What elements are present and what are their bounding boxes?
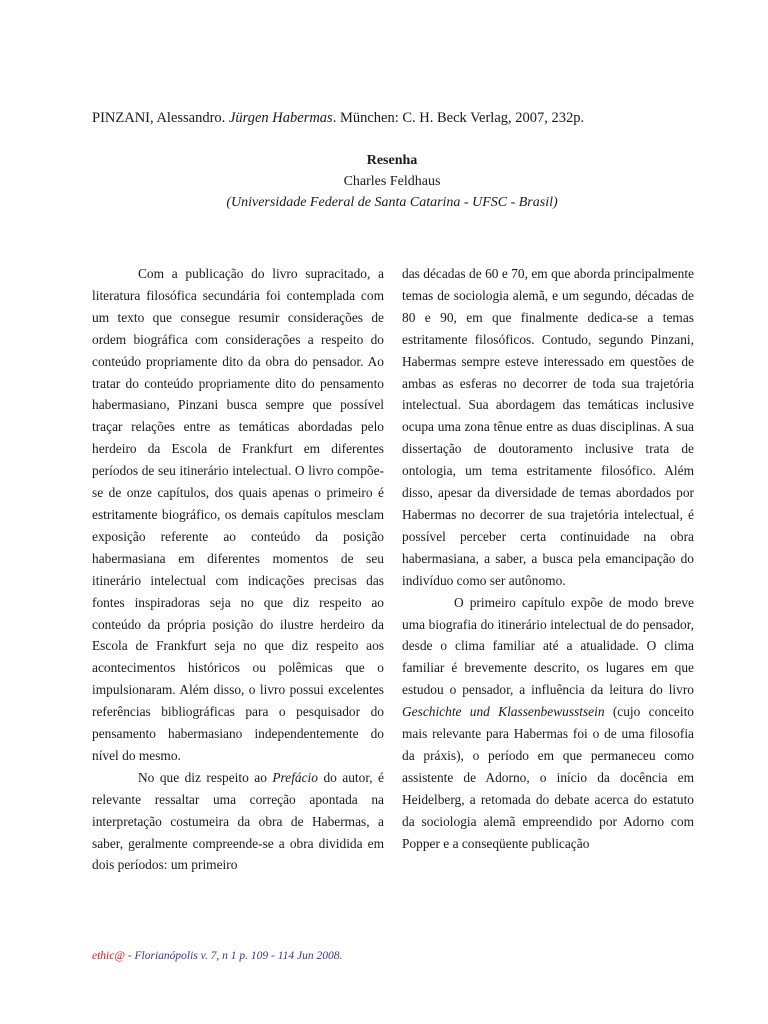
paragraph-text: (cujo conceito mais relevante para Habermas foi o de uma filosofia da práxis), o período em que permaneceu como assistente de Adorno, o início da docência em Heidelberg, a retomada do debate acerca do estatuto da sociologia alemã empreendido por Adorno com Popper e a conseqüente publicação bbox=[402, 704, 694, 851]
paragraph-text: do autor, é relevante ressaltar uma correção apontada na interpretação costumeira da obra de Habermas, a saber, geralmente compreende-se a obra dividida em dois períodos: um primeiro bbox=[92, 769, 385, 873]
paragraph bbox=[92, 767, 384, 877]
paragraph-italic-book-title: Geschichte und Klassenbewusstsein bbox=[402, 704, 605, 720]
paragraph-text: O primeiro capítulo expõe de modo breve uma biografia do itinerário intelectual de do pensador, desde o clima familiar até a atualidade. O clima familiar é brevemente descrito, os lugares em que estudou o pensador, a influência da leitura do livro bbox=[402, 594, 694, 698]
right-text-column bbox=[402, 263, 694, 854]
paragraph: Com a publicação do livro supracitado, a literatura filosófica secundária foi contemplada com um texto que consegue resumir considerações de ordem biográfica com considerações a respeito do conteúdo propriamente dito da obra do pensador. Ao tratar do conteúdo propriamente dito do pensamento habermasiano, Pinzani busca sempre que possível traçar relações entre as temáticas abordadas pelo herdeiro da Escola de Frankfurt em diferentes períodos de seu itinerário intelectual. O livro compõe-se de onze capítulos, dos quais apenas o primeiro é estritamente biográfico, os demais capítulos mesclam exposição referente ao conteúdo da posição habermasiana em diferentes momentos de seu itinerário intelectual com indicações precisas das fontes inspiradoras seja no que diz respeito ao conteúdo da própria posição do ilustre herdeiro da Escola de Frankfurt seja no que diz respeito aos acontecimentos históricos ou polêmicas que o impulsionaram. Além disso, o livro possui excelentes referências bibliográficas para o pesquisador do pensamento habermasiano independentemente do nível do mesmo. bbox=[92, 266, 384, 763]
paragraph: das décadas de 60 e 70, em que aborda principalmente temas de sociologia alemã, e um segundo, décadas de 80 e 90, em que finalmente dedica-se a temas estritamente filosóficos. Contudo, segundo Pinzani, Habermas sempre esteve interessado em questões de ambas as esferas no decorrer de toda sua trajetória intelectual. Sua abordagem das temáticas inclusive ocupa uma zona tênue entre as duas disciplinas. A sua dissertação de doutoramento inclusive trata de ontologia, um tema estritamente filosófico. Além disso, apesar da diversidade de temas abordados por Habermas no decorrer de sua trajetória intelectual, é possível perceber certa continuidade na obra habermasiana, a saber, a busca pela emancipação do indivíduo como ser autônomo. bbox=[402, 266, 694, 588]
citation-author: PINZANI, Alessandro. bbox=[92, 110, 229, 126]
paragraph bbox=[402, 592, 694, 855]
paragraph-italic-term: Prefácio bbox=[272, 769, 318, 785]
review-affiliation: (Universidade Federal de Santa Catarina - UFSC - Brasil) bbox=[226, 195, 558, 210]
review-label: Resenha bbox=[366, 153, 418, 168]
citation-publication-info: . München: C. H. Beck Verlag, 2007, 232p. bbox=[332, 110, 585, 126]
left-text-column bbox=[92, 263, 384, 876]
page-footer bbox=[92, 950, 342, 962]
review-author: Charles Feldhaus bbox=[343, 174, 441, 189]
journal-name: ethic@ bbox=[92, 950, 125, 962]
paragraph-text: No que diz respeito ao bbox=[138, 769, 273, 785]
journal-issue-info: - Florianópolis v. 7, n 1 p. 109 - 114 Jun 2008. bbox=[124, 950, 343, 962]
bibliographic-citation bbox=[92, 108, 692, 128]
review-heading bbox=[92, 150, 692, 213]
citation-book-title: Jürgen Habermas bbox=[228, 110, 333, 126]
